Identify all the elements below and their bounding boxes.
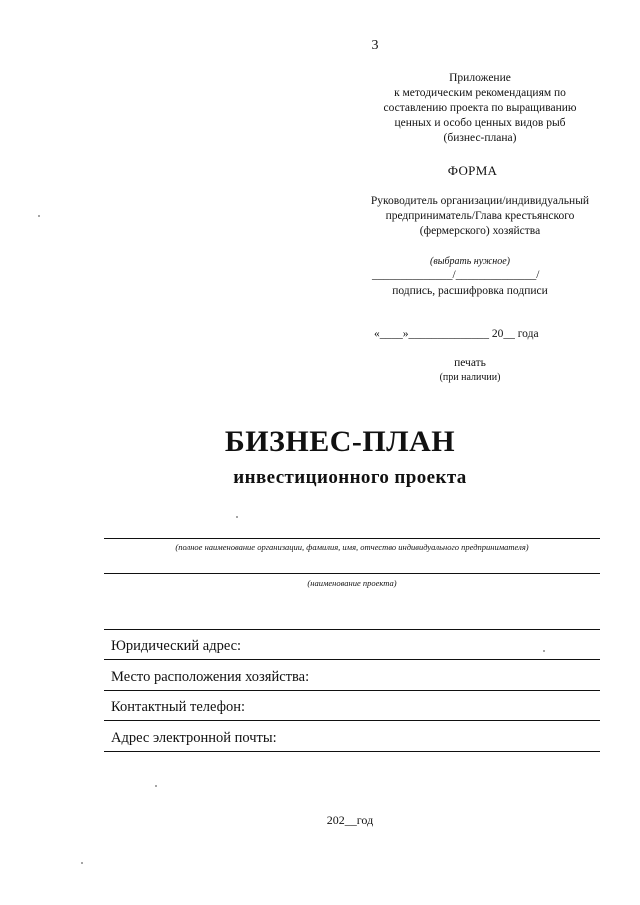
appendix-line: Приложение xyxy=(449,72,511,84)
org-name-caption: (полное наименование организации, фамилия, имя, отчество индивидуального предпринимателя) xyxy=(175,542,529,552)
stamp-hint: (при наличии) xyxy=(439,372,501,383)
org-name-line xyxy=(104,538,600,539)
farm-location-label: Место расположения хозяйства: xyxy=(111,669,310,685)
signature-line: ______________/______________/ xyxy=(372,269,540,281)
signature-caption: подпись, расшифровка подписи xyxy=(392,285,548,297)
project-name-line xyxy=(104,573,600,574)
stamp-label: печать xyxy=(454,357,486,369)
field-top-line xyxy=(104,629,600,630)
appendix-line: ценных и особо ценных видов рыб xyxy=(394,117,566,129)
email-line xyxy=(104,751,600,752)
date-line: «____»______________ 20__ года xyxy=(374,328,539,340)
phone-label: Контактный телефон: xyxy=(111,699,246,715)
appendix-line: к методическим рекомендациям по xyxy=(394,87,566,99)
email-label: Адрес электронной почты: xyxy=(111,730,277,746)
page-number: 3 xyxy=(371,38,379,53)
head-line: (фермерского) хозяйства xyxy=(419,225,541,237)
legal-address-line xyxy=(104,659,600,660)
appendix-line: составлению проекта по выращиванию xyxy=(383,102,577,114)
scan-speck xyxy=(236,516,238,518)
head-block xyxy=(330,194,630,239)
scan-speck xyxy=(155,785,157,787)
phone-line xyxy=(104,720,600,721)
choose-hint: (выбрать нужное) xyxy=(430,256,510,267)
legal-address-label: Юридический адрес: xyxy=(111,638,242,654)
appendix-line: (бизнес-плана) xyxy=(443,132,517,144)
farm-location-line xyxy=(104,690,600,691)
document-title: БИЗНЕС-ПЛАН xyxy=(224,425,456,458)
year-line: 202__год xyxy=(326,813,374,827)
scan-speck xyxy=(543,650,545,652)
head-line: предприниматель/Глава крестьянского xyxy=(385,210,575,222)
head-line: Руководитель организации/индивидуальный xyxy=(370,195,590,207)
form-label: ФОРМА xyxy=(447,163,498,178)
document-subtitle: инвестиционного проекта xyxy=(233,467,467,488)
scan-speck xyxy=(81,862,83,864)
scan-speck xyxy=(38,215,40,217)
appendix-block xyxy=(330,71,630,146)
project-name-caption: (наименование проекта) xyxy=(307,578,397,588)
